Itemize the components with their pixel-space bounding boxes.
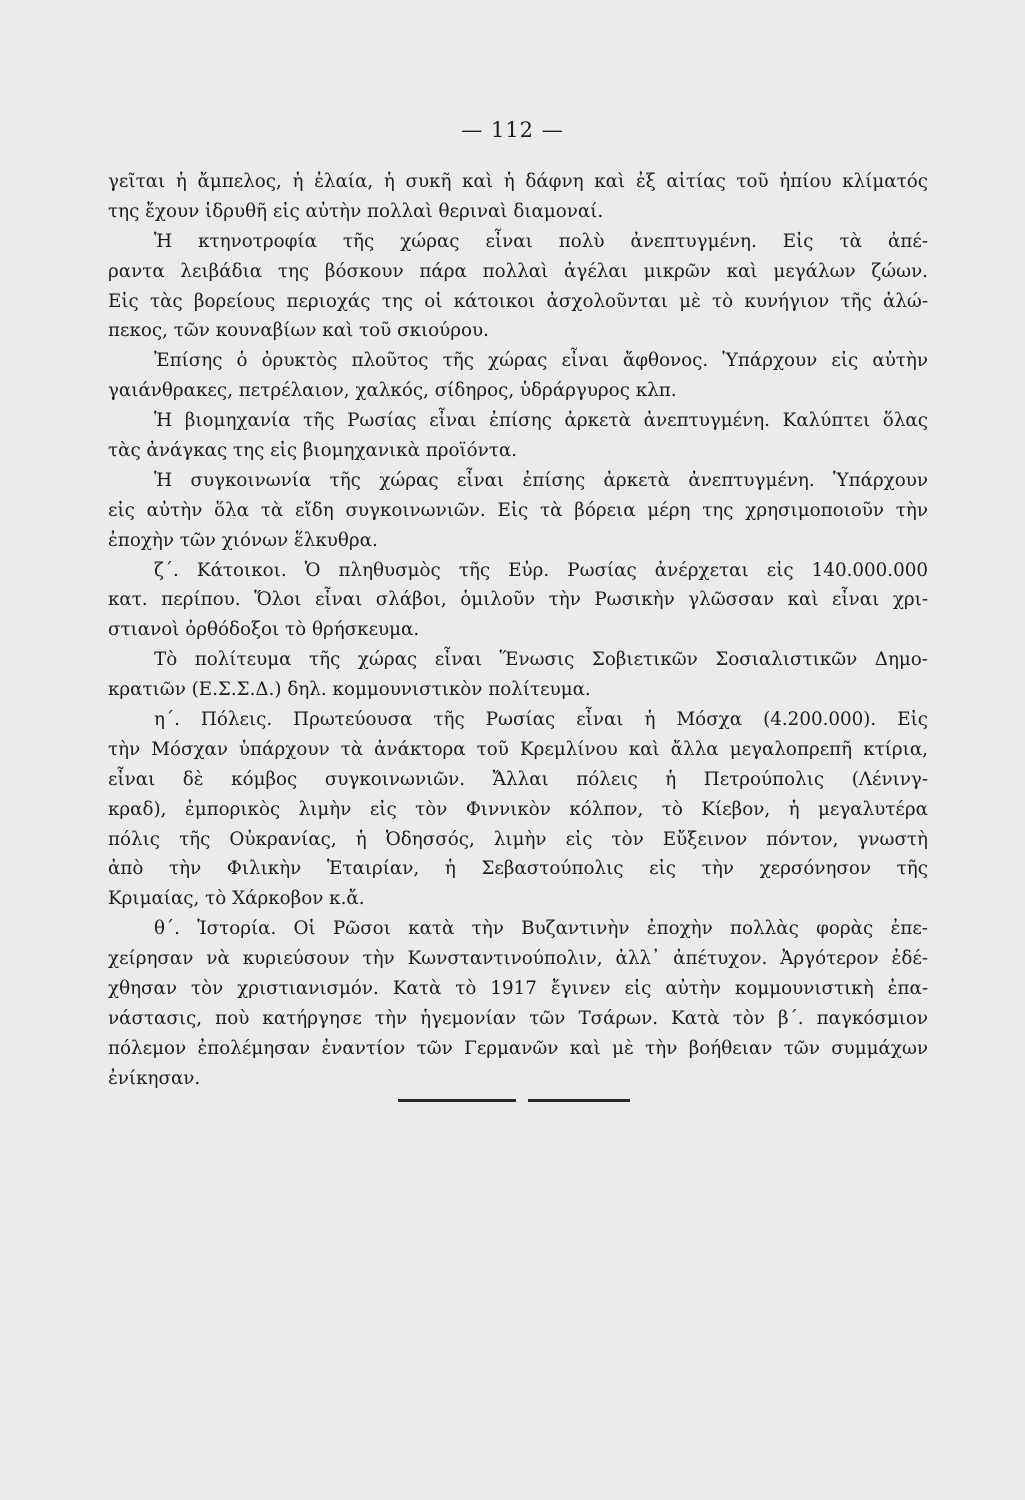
page-number: — 112 —: [461, 118, 564, 142]
text-line: θ΄. Ἱστορία. Οἱ Ρῶσοι κατὰ τὴν Βυζαντινὴν ἐποχὴν πολλὰς φορὰς ἐπε-: [154, 918, 928, 940]
text-line: Ἡ συγκοινωνία τῆς χώρας εἶναι ἐπίσης ἀρκετὰ ἀνεπτυγμένη. Ὑπάρχουν: [154, 469, 928, 491]
text-line: χθησαν τὸν χριστιανισμόν. Κατὰ τὸ 1917 ἔγινεν εἰς αὐτὴν κομμουνιστικὴ ἐπα-: [108, 978, 928, 1000]
text-line: ζ΄. Κάτοικοι. Ὁ πληθυσμὸς τῆς Εὐρ. Ρωσίας ἀνέρχεται εἰς 140.000.000: [154, 559, 928, 581]
text-line: η΄. Πόλεις. Πρωτεύουσα τῆς Ρωσίας εἶναι ἡ Μόσχα (4.200.000). Εἰς: [154, 709, 928, 731]
text-line: εἶναι δὲ κόμβος συγκοινωνιῶν. Ἄλλαι πόλεις ἡ Πετρούπολις (Λένινγ-: [108, 768, 928, 790]
text-line: ἐνίκησαν.: [108, 1067, 201, 1089]
text-line: ἀπὸ τὴν Φιλικὴν Ἑταιρίαν, ἡ Σεβαστούπολις εἰς τὴν χερσόνησον τῆς: [108, 858, 928, 880]
text-line: Εἰς τὰς βορείους περιοχάς της οἱ κάτοικοι ἀσχολοῦνται μὲ τὸ κυνήγιον τῆς ἀλώ-: [108, 290, 928, 312]
text-line: κραδ), ἐμπορικὸς λιμὴν εἰς τὸν Φιννικὸν κόλπον, τὸ Κίεβον, ἡ μεγαλυτέρα: [108, 798, 928, 820]
text-line: κρατιῶν (Ε.Σ.Σ.Δ.) δηλ. κομμουνιστικὸν πολίτευμα.: [108, 679, 591, 701]
text-line: ἐποχὴν τῶν χιόνων ἕλκυθρα.: [108, 529, 378, 551]
text-line: τὴν Μόσχαν ὑπάρχουν τὰ ἀνάκτορα τοῦ Κρεμλίνου καὶ ἄλλα μεγαλοπρεπῆ κτίρια,: [108, 738, 928, 760]
text-line: Τὸ πολίτευμα τῆς χώρας εἶναι Ἕνωσις Σοβιετικῶν Σοσιαλιστικῶν Δημο-: [154, 649, 928, 671]
text-line: τὰς ἀνάγκας της εἰς βιομηχανικὰ προϊόντα.: [108, 440, 518, 462]
text-line: Ἡ βιομηχανία τῆς Ρωσίας εἶναι ἐπίσης ἀρκετὰ ἀνεπτυγμένη. Καλύπτει ὅλας: [154, 410, 928, 432]
text-line: κατ. περίπου. Ὅλοι εἶναι σλάβοι, ὁμιλοῦν τὴν Ρωσικὴν γλῶσσαν καὶ εἶναι χρι-: [108, 589, 928, 611]
text-line: ραντα λειβάδια της βόσκουν πάρα πολλαὶ ἀγέλαι μικρῶν καὶ μεγάλων ζώων.: [108, 260, 928, 282]
text-line: Ἐπίσης ὁ ὀρυκτὸς πλοῦτος τῆς χώρας εἶναι ἄφθονος. Ὑπάρχουν εἰς αὐτὴν: [154, 350, 928, 372]
text-line: στιανοὶ ὀρθόδοξοι τὸ θρήσκευμα.: [108, 619, 420, 641]
text-line: χείρησαν νὰ κυριεύσουν τὴν Κωνσταντινούπολιν, ἀλλ᾿ ἀπέτυχον. Ἀργότερον ἐδέ-: [108, 948, 928, 970]
text-line: γεῖται ἡ ἄμπελος, ἡ ἐλαία, ἡ συκῆ καὶ ἡ δάφνη καὶ ἐξ αἰτίας τοῦ ἠπίου κλίματός: [108, 171, 928, 192]
text-line: Ἡ κτηνοτροφία τῆς χώρας εἶναι πολὺ ἀνεπτυγμένη. Εἰς τὰ ἀπέ-: [154, 230, 928, 252]
closing-rule-left: [398, 1099, 516, 1102]
text-line: εἰς αὐτὴν ὅλα τὰ εἴδη συγκοινωνιῶν. Εἰς τὰ βόρεια μέρη της χρησιμοποιοῦν τὴν: [108, 499, 928, 521]
text-line: της ἔχουν ἱδρυθῆ εἰς αὐτὴν πολλαὶ θεριναὶ διαμοναί.: [108, 200, 604, 222]
text-line: πόλις τῆς Οὐκρανίας, ἡ Ὀδησσός, λιμὴν εἰς τὸν Εὔξεινον πόντον, γνωστὴ: [108, 828, 928, 850]
body-text: [108, 167, 928, 1094]
text-line: πεκος, τῶν κουναβίων καὶ τοῦ σκιούρου.: [108, 320, 489, 342]
text-line: πόλεμον ἐπολέμησαν ἐναντίον τῶν Γερμανῶν καὶ μὲ τὴν βοήθειαν τῶν συμμάχων: [108, 1037, 928, 1059]
text-line: Κριμαίας, τὸ Χάρκοβον κ.ἄ.: [108, 888, 365, 910]
text-line: γαιάνθρακες, πετρέλαιον, χαλκός, σίδηρος, ὑδράργυρος κλπ.: [108, 380, 677, 402]
text-line: νάστασις, ποὺ κατήργησε τὴν ἡγεμονίαν τῶν Τσάρων. Κατὰ τὸν β΄. παγκόσμιον: [108, 1007, 928, 1029]
closing-rule-right: [528, 1099, 630, 1102]
